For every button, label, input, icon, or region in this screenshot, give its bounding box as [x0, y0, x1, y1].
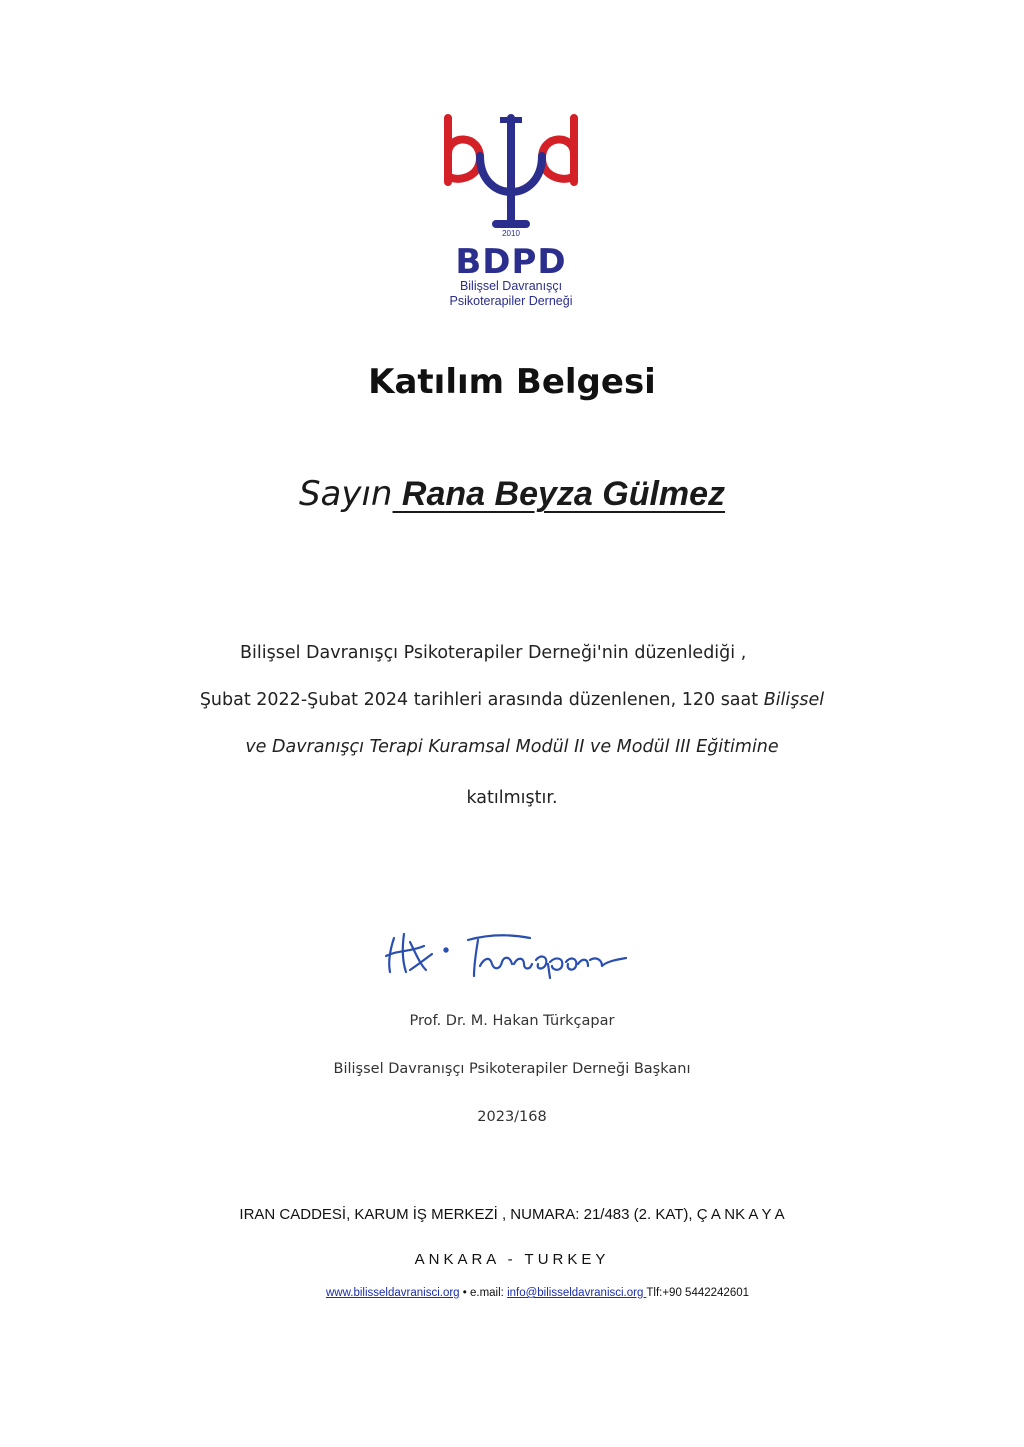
body-line-2-italic: Bilişsel [763, 690, 825, 710]
logo-red-d-shape [542, 118, 574, 182]
email-link[interactable]: info@bilisseldavranisci.org [507, 1287, 647, 1299]
body-line-3: ve Davranışçı Terapi Kuramsal Modül II ve Modül III Eğitimine [245, 737, 779, 757]
document-number: 2023/168 [477, 1109, 547, 1125]
website-link[interactable]: www.bilisseldavranisci.org [326, 1287, 460, 1299]
logo-psi-shape [480, 118, 542, 224]
recipient-name: Rana Beyza Gülmez [392, 475, 726, 513]
body-line-1: Bilişsel Davranışçı Psikoterapiler Derneği'nin düzenlediği , [240, 643, 747, 663]
bdpd-logo [440, 112, 590, 322]
salutation-word: Sayın [298, 474, 393, 514]
body-line-2 [0, 690, 1024, 710]
footer-address: IRAN CADDESİ, KARUM İŞ MERKEZİ , NUMARA: 21/483 (2. KAT), Ç A NK A Y A [239, 1206, 785, 1223]
logo-year: 2010 [502, 229, 520, 238]
body-line-4: katılmıştır. [466, 788, 558, 808]
salutation-line [0, 474, 1024, 514]
footer-contact [326, 1287, 749, 1299]
logo-line-1: Bilişsel Davranışçı [459, 279, 563, 293]
handwritten-signature [380, 920, 640, 984]
phone-number: Tlf:+90 5442242601 [646, 1287, 750, 1299]
logo-red-b-shape [448, 118, 480, 182]
footer-city: ANKARA - TURKEY [414, 1251, 610, 1268]
signatory-title: Bilişsel Davranışçı Psikoterapiler Derneği Başkanı [333, 1061, 691, 1077]
logo-acronym: BDPD [455, 242, 567, 282]
email-label: • e.mail: [459, 1287, 508, 1299]
certificate-title: Katılım Belgesi [368, 362, 656, 402]
logo-line-2: Psikoterapiler Derneği [449, 294, 573, 308]
signatory-name: Prof. Dr. M. Hakan Türkçapar [409, 1013, 615, 1029]
body-line-2-regular: Şubat 2022-Şubat 2024 tarihleri arasında düzenlenen, 120 saat [199, 690, 764, 710]
